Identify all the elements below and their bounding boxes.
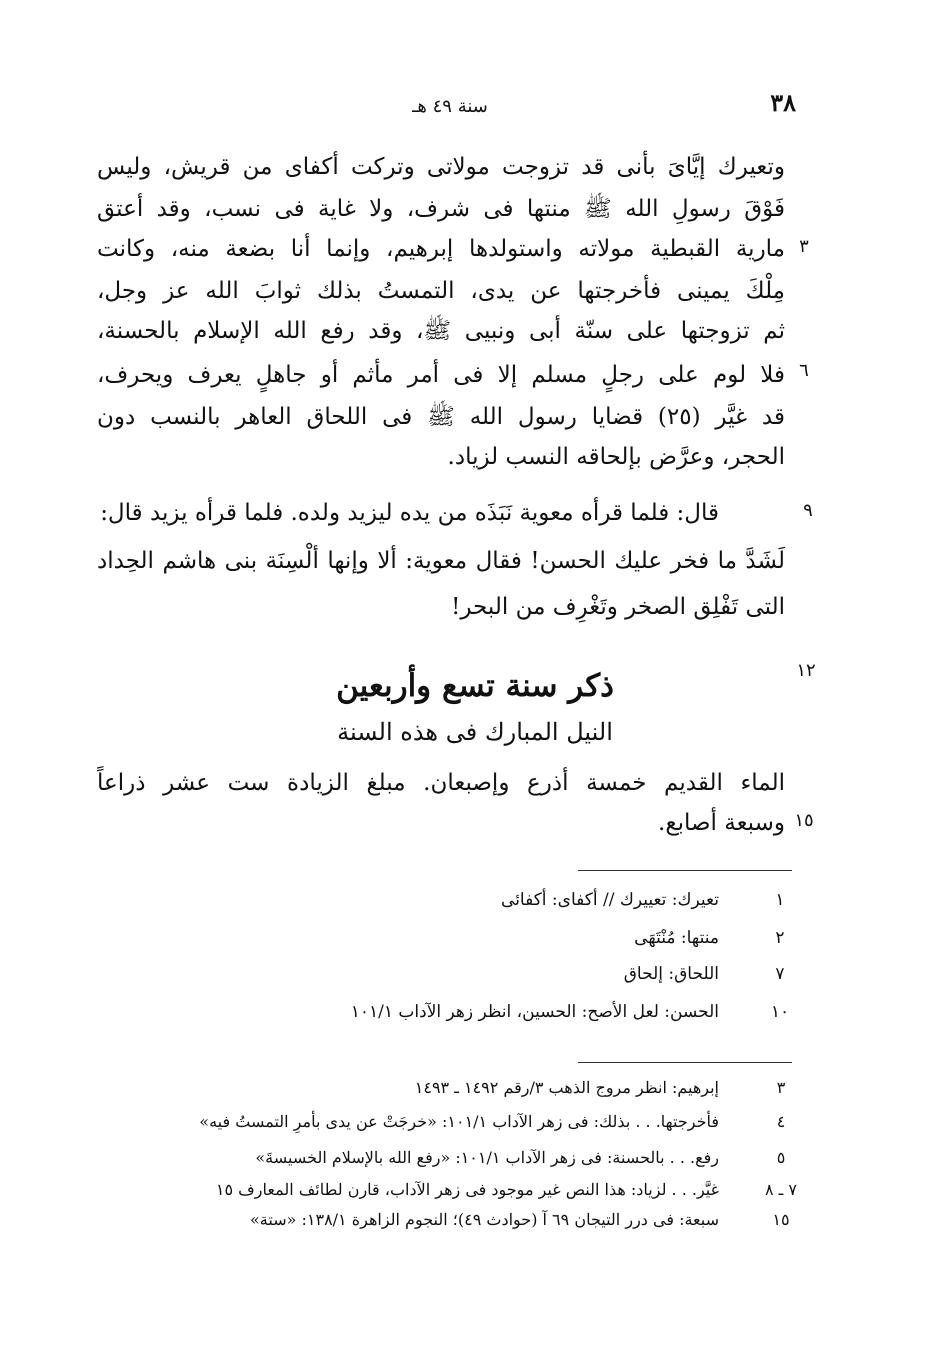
apparatus-number: ١: [775, 890, 785, 910]
footnote-number: ١٥: [772, 1210, 790, 1229]
body-line: وتعيرك إيَّاىَ بأنى قد تزوجت مولاتى وتركت أكفاى من قريش، وليس: [97, 154, 785, 180]
apparatus-entry: منتها: مُنْتَهَى: [634, 928, 719, 948]
footnote-number: ٥: [776, 1148, 786, 1167]
running-head: سنة ٤٩ هـ: [412, 96, 488, 117]
footnote-number: ٧ ـ ٨: [764, 1180, 798, 1199]
footnote-entry: فأخرجتها. . . بذلك: فى زهر الآداب ١٠١/١: «خرجَتْ عن يدى بأمرِ التمستُ فيه»: [199, 1112, 719, 1131]
body-line: فَوْقَ رسولِ الله ﷺ منتها فى شرف، ولا غاية فى نسب، وقد أعتق: [97, 196, 785, 222]
body-line: الحجر، وعرَّض بإلحاقه النسب لزياد.: [447, 444, 785, 470]
page-number: ٣٨: [770, 88, 796, 117]
footnote-rule: [578, 1062, 792, 1063]
footnote-number: ٣: [776, 1078, 786, 1097]
body-line: التى تَفْلِق الصخر وتَغْرِف من البحر!: [451, 594, 785, 620]
body-line: وسبعة أصابع.: [658, 810, 785, 836]
footnote-number: ٤: [776, 1112, 786, 1131]
body-line: مِلْكَ يمينى فأخرجتها عن يدى، التمستُ بذلك ثوابَ الله عز وجل،: [97, 278, 785, 304]
footnote-entry: سبعة: فى درر التيجان ٦٩ آ (حوادث ٤٩)؛ النجوم الزاهرة ١٣٨/١: «ستة»: [250, 1210, 719, 1229]
apparatus-number: ٧: [775, 964, 785, 984]
apparatus-entry: الحسن: لعل الأصح: الحسين، انظر زهر الآداب ١٠١/١: [350, 1002, 719, 1022]
body-line: قد غيَّر (٢٥) قضايا رسول الله ﷺ فى اللحاق العاهر بالنسب دون: [97, 404, 785, 430]
footnote-entry: رفع. . . بالحسنة: فى زهر الآداب ١٠١/١: «رفع الله بالإسلام الخسيسةَ»: [255, 1148, 719, 1167]
section-title: ذكر سنة تسع وأربعين: [336, 668, 614, 704]
body-line: ثم تزوجتها على سنّة أبى ونبيى ﷺ، وقد رفع الله الإسلام بالحسنة،: [97, 318, 785, 344]
body-line: الماء القديم خمسة أذرع وإصبعان. مبلغ الزيادة ست عشر ذراعاً: [97, 770, 785, 796]
footnote-entry: إبرهيم: انظر مروج الذهب ٣/رقم ١٤٩٢ ـ ١٤٩٣: [414, 1078, 719, 1097]
section-subtitle: النيل المبارك فى هذه السنة: [337, 718, 613, 746]
apparatus-entry: اللحاق: إلحاق: [623, 964, 719, 984]
line-number: ١٥: [794, 810, 814, 831]
line-number: ٦: [799, 360, 809, 381]
footnote-entry: غيَّر. . . لزياد: هذا النص غير موجود فى زهر الآداب، قارن لطائف المعارف ١٥: [215, 1180, 719, 1199]
line-number: ٣: [799, 236, 809, 257]
apparatus-entry: تعيرك: تعييرك // أكفاى: أكفائى: [501, 890, 719, 910]
line-number: ١٢: [796, 660, 816, 681]
apparatus-number: ٢: [775, 928, 785, 948]
body-line: قال: فلما قرأه معوية نَبَذَه من يده ليزيد ولده. فلما قرأه يزيد قال:: [100, 500, 719, 526]
body-line: مارية القبطية مولاته واستولدها إبرهيم، وإنما أنا بضعة منه، وكانت: [97, 236, 785, 262]
apparatus-number: ١٠: [770, 1002, 790, 1022]
apparatus-rule: [578, 870, 792, 871]
line-number: ٩: [803, 500, 813, 521]
body-line: لَشَدَّ ما فخر عليك الحسن! فقال معوية: ألا وإنها ألْسِنَة بنى هاشم الحِداد: [97, 548, 785, 574]
body-line: فلا لوم على رجلٍ مسلم إلا فى أمر مأثم أو جاهلٍ يعرف ويحرف،: [97, 362, 785, 388]
